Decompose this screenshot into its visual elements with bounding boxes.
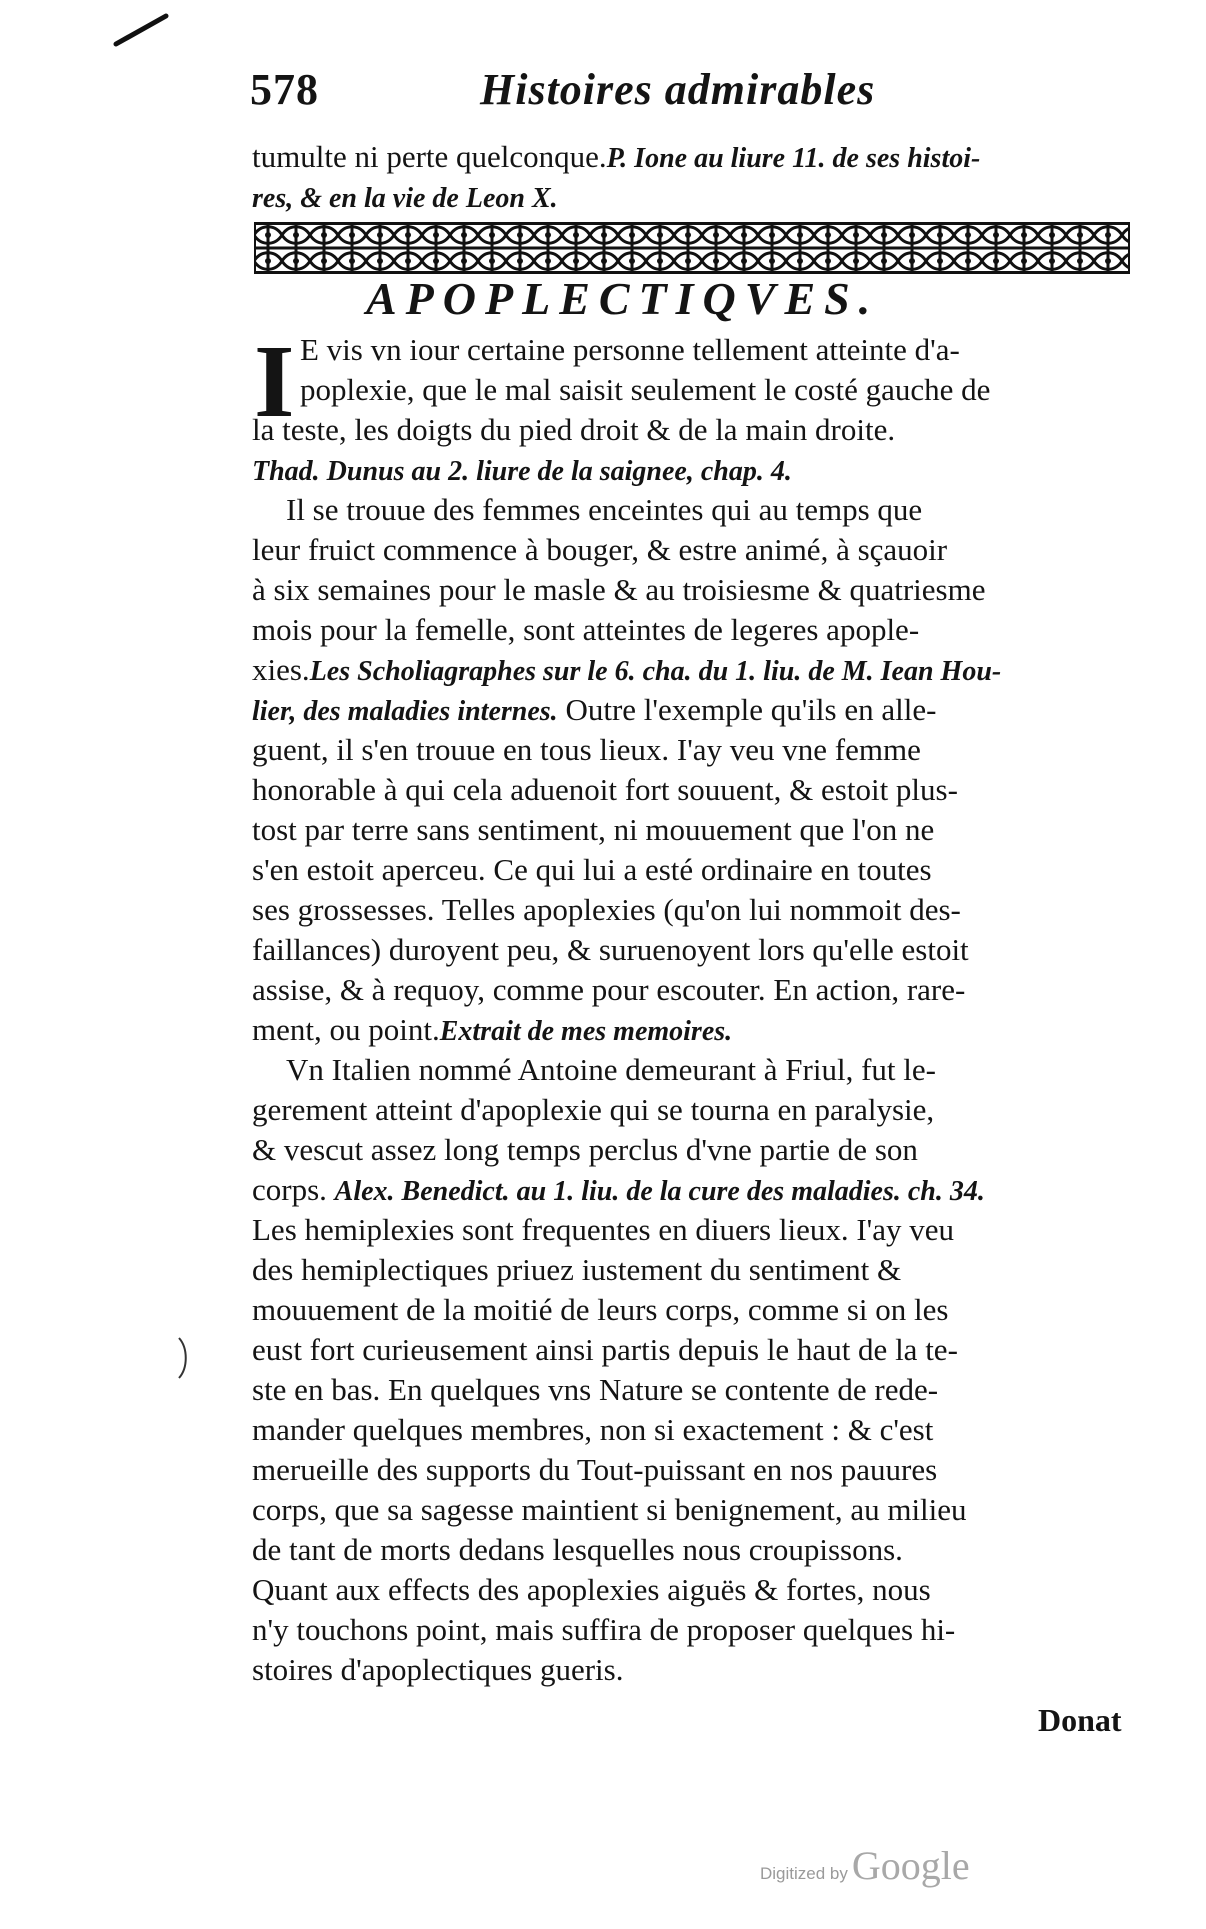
text-line: stoires d'apoplectiques gueris. — [252, 1652, 624, 1687]
citation: Alex. Benedict. au 1. liu. de la cure des maladies. ch. 34. — [334, 1176, 985, 1207]
text-line: honorable à qui cela aduenoit fort souuent, & estoit plus- — [252, 772, 958, 807]
text-line: à six semaines pour le masle & au troisiesme & quatriesme — [252, 572, 986, 607]
citation: Extrait de mes memoires. — [439, 1016, 733, 1047]
text-line: gerement atteint d'apoplexie qui se tourna en paralysie, — [252, 1092, 935, 1127]
text-line: tost par terre sans sentiment, ni mouuement que l'on ne — [252, 812, 935, 847]
digitization-watermark — [760, 1842, 970, 1889]
page-number: 578 — [250, 65, 319, 114]
text-line: guent, il s'en trouue en tous lieux. I'ay veu vne femme — [252, 732, 921, 767]
text-line: merueille des supports du Tout-puissant en nos pauures — [252, 1452, 938, 1487]
text-line: res, & en la vie de Leon X. — [252, 183, 558, 214]
text-line: ses grossesses. Telles apoplexies (qu'on lui nommoit des- — [252, 892, 961, 927]
text-line: leur fruict commence à bouger, & estre animé, à sçauoir — [252, 532, 948, 567]
watermark-brand: Google — [851, 1843, 970, 1888]
text-line: xies.Les Scholiagraphes sur le 6. cha. du 1. liu. de M. Iean Hou- — [252, 652, 1002, 687]
text-line: Quant aux effects des apoplexies aiguës & fortes, nous — [252, 1572, 931, 1607]
text-line: poplexie, que le mal saisit seulement le costé gauche de — [300, 372, 991, 407]
text-line: Vn Italien nommé Antoine demeurant à Friul, fut le- — [286, 1052, 936, 1087]
text-line: des hemiplectiques priuez iustement du sentiment & — [252, 1252, 902, 1287]
text-line: Les hemiplexies sont frequentes en diuers lieux. I'ay veu — [252, 1212, 955, 1247]
text-line: assise, & à requoy, comme pour escouter. En action, rare- — [252, 972, 966, 1007]
margin-bracket-mark — [176, 1336, 190, 1380]
text-line: n'y touchons point, mais suffira de proposer quelques hi- — [252, 1612, 956, 1647]
text-line: mois pour la femelle, sont atteintes de legeres apople- — [252, 612, 920, 647]
running-header — [250, 64, 1090, 124]
ink-mark — [112, 10, 170, 50]
ornament-band — [254, 222, 1130, 274]
text-line: mander quelques membres, non si exactement : & c'est — [252, 1412, 934, 1447]
text-line: E vis vn iour certaine personne tellement atteinte d'a- — [300, 332, 960, 367]
citation: Thad. Dunus au 2. liure de la saignee, chap. 4. — [252, 456, 792, 487]
text-line: corps, que sa sagesse maintient si benignement, au milieu — [252, 1492, 967, 1527]
citation: Les Scholiagraphes sur le 6. cha. du 1. liu. de M. Iean Hou- — [309, 656, 1002, 687]
text-line: ste en bas. En quelques vns Nature se contente de rede- — [252, 1372, 939, 1407]
text-line — [252, 450, 1132, 492]
drop-cap: I — [254, 324, 295, 439]
text-line: la teste, les doigts du pied droit & de la main droite. — [252, 412, 896, 447]
text-line: ment, ou point.Extrait de mes memoires. — [252, 1012, 733, 1047]
text-line: de tant de morts dedans lesquelles nous croupissons. — [252, 1532, 903, 1567]
text-line: mouuement de la moitié de leurs corps, comme si on les — [252, 1292, 949, 1327]
text-line: & vescut assez long temps perclus d'vne partie de son — [252, 1132, 918, 1167]
text-line: corps. Alex. Benedict. au 1. liu. de la cure des maladies. ch. 34. — [252, 1172, 985, 1207]
watermark-prefix: Digitized by — [760, 1864, 848, 1883]
text-line: lier, des maladies internes. Outre l'exemple qu'ils en alle- — [252, 692, 937, 727]
running-title: Histoires admirables — [480, 65, 876, 114]
text-line: faillances) duroyent peu, & suruenoyent lors qu'elle estoit — [252, 932, 969, 967]
citation: lier, des maladies internes. — [252, 696, 558, 727]
text-line: s'en estoit aperceu. Ce qui lui a esté ordinaire en toutes — [252, 852, 932, 887]
catchword: Donat — [1038, 1702, 1122, 1738]
text-line: Il se trouue des femmes enceintes qui au temps que — [286, 492, 923, 527]
section-title: APOPLECTIQVES. — [366, 273, 880, 324]
text-line: tumulte ni perte quelconque.P. Ione au liure 11. de ses histoi- — [252, 139, 981, 174]
text-line: eust fort curieusement ainsi partis depuis le haut de la te- — [252, 1332, 958, 1367]
